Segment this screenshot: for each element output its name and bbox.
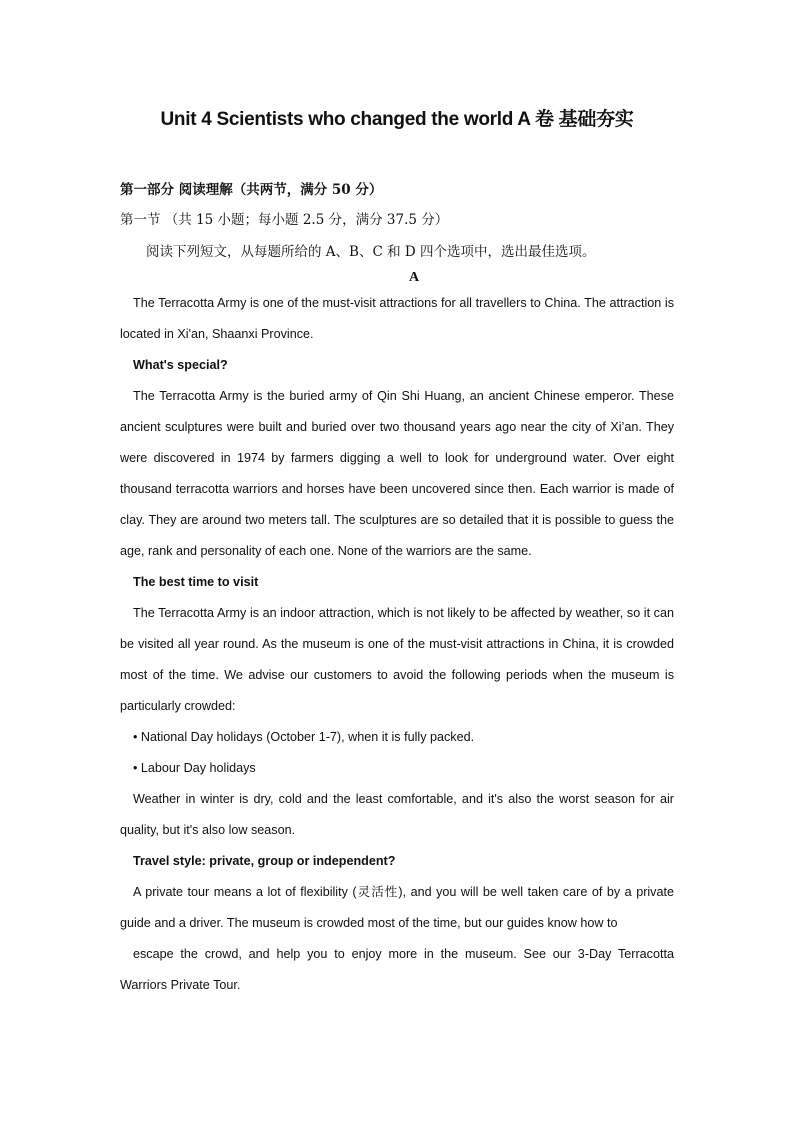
bullet-labour-day: • Labour Day holidays	[133, 761, 256, 775]
paragraph-private-tour-cont: escape the crowd, and help you to enjoy more in the museum. See our 3-Day Terracotta Warriors Private Tour.	[120, 947, 674, 992]
paragraph-special: The Terracotta Army is the buried army of Qin Shi Huang, an ancient Chinese emperor. These ancient sculptures were built and buried over two thousand years ago near the city of Xi’an. They were discovered in 1974 by farmers digging a well to look for underground water. Over eight thousand terracotta warriors and horses have been uncovered since then. Each warrior is made of clay. They are around two meters tall. The sculptures are so detailed that it is possible to guess the age, rank and personality of each one. None of the warriors are the same.	[120, 389, 674, 558]
passage-intro: The Terracotta Army is one of the must-visit attractions for all travellers to China. The attraction is located in Xi'an, Shaanxi Province.	[120, 296, 674, 341]
heading-travel-style: Travel style: private, group or independent?	[133, 854, 396, 868]
section-heading: 第一节 （共 15 小题；每小题 2.5 分，满分 37.5 分）	[120, 212, 449, 228]
passage-body	[120, 288, 674, 1001]
passage-label: A	[408, 270, 420, 285]
bullet-national-day: • National Day holidays (October 1-7), when it is fully packed.	[133, 730, 475, 744]
part-heading: 第一部分 阅读理解（共两节，满分 50 分）	[120, 182, 383, 198]
heading-best-time: The best time to visit	[133, 575, 259, 589]
paragraph-winter: Weather in winter is dry, cold and the least comfortable, and it's also the worst season for air quality, but it's also low season.	[120, 792, 674, 837]
page-title: Unit 4 Scientists who changed the world A 卷 基础夯实	[160, 109, 634, 130]
instructions: 阅读下列短文，从每题所给的 A、B、C 和 D 四个选项中，选出最佳选项。	[146, 244, 596, 260]
heading-whats-special: What's special?	[133, 358, 228, 372]
paragraph-best-time: The Terracotta Army is an indoor attraction, which is not likely to be affected by weather, so it can be visited all year round. As the museum is one of the must-visit attractions in China, it is crowded most of the time. We advise our customers to avoid the following periods when the museum is particularly crowded:	[120, 606, 674, 713]
paragraph-private-tour: A private tour means a lot of flexibility (灵活性), and you will be well taken care of by a private guide and a driver. The museum is crowded most of the time, but our guides know how to	[120, 885, 674, 930]
